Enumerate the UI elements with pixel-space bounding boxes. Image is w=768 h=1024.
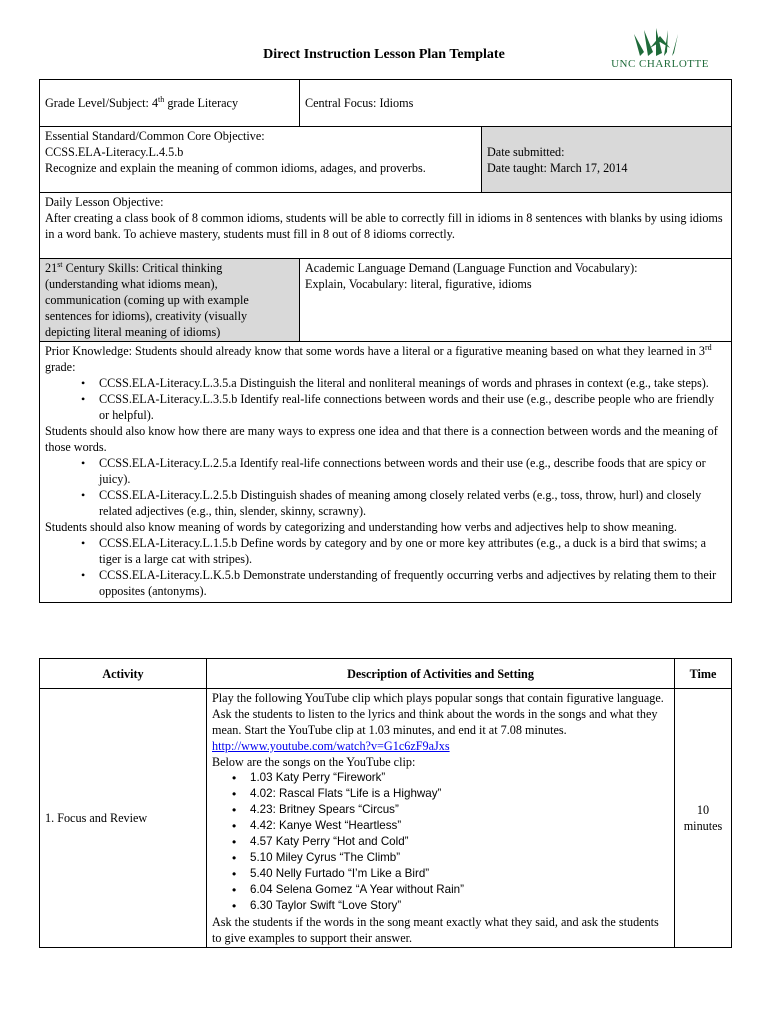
standard-code: CCSS.ELA-Literacy.L.4.5.b xyxy=(45,145,184,159)
table-row xyxy=(40,193,732,259)
list-item: • CCSS.ELA-Literacy.L.K.5.b Demonstrate understanding of frequently occurring verbs and adjectives by relating them to their opposites (antonyms). xyxy=(85,567,726,599)
description-header: Description of Activities and Setting xyxy=(207,659,675,689)
time-header: Time xyxy=(675,659,732,689)
skills-sup: st xyxy=(57,259,63,269)
prior-knowledge-intro-end: grade: xyxy=(45,360,76,374)
date-taught: Date taught: March 17, 2014 xyxy=(487,160,628,175)
table-row xyxy=(40,659,732,689)
skills-prefix: 21 xyxy=(45,261,58,275)
century-skills-cell xyxy=(40,259,300,342)
activity-header: Activity xyxy=(40,659,207,689)
crown-leaf-icon xyxy=(604,26,716,60)
description-cell xyxy=(207,689,675,948)
song-item: • 6.04 Selena Gomez “A Year without Rain” xyxy=(236,882,669,898)
time-cell xyxy=(675,689,732,948)
song-item: • 6.30 Taylor Swift “Love Story” xyxy=(236,898,669,914)
song-item: • 1.03 Katy Perry “Firework” xyxy=(236,770,669,786)
table-row xyxy=(40,689,732,948)
prior-knowledge-intro-text: Prior Knowledge: Students should already know that some words have a literal or a figurative meaning based on what they learned in 3 xyxy=(45,344,705,358)
unc-charlotte-logo xyxy=(604,26,716,74)
daily-objective-label: Daily Lesson Objective: xyxy=(45,195,164,209)
youtube-link[interactable]: http://www.youtube.com/watch?v=G1c6zF9aJxs xyxy=(212,739,450,753)
song-item: • 4.02: Rascal Flats “Life is a Highway” xyxy=(236,786,669,802)
daily-objective-cell xyxy=(40,193,732,259)
logo-text: UNC CHARLOTTE xyxy=(611,58,709,70)
description-intro: Play the following YouTube clip which plays popular songs that contain figurative language. Ask the students to listen to the lyrics and think about the words in the songs and what they mean. Start the YouTube clip at 1.03 minutes, and end it at 7.08 minutes. xyxy=(212,691,664,737)
song-item: • 4.23: Britney Spears “Circus” xyxy=(236,802,669,818)
lesson-info-table xyxy=(39,79,732,603)
song-item: • 4.42: Kanye West “Heartless” xyxy=(236,818,669,834)
list-item: • CCSS.ELA-Literacy.L.2.5.a Identify real-life connections between words and their use (e.g., describe foods that are spicy or juicy). xyxy=(85,455,726,487)
song-item: • 5.10 Miley Cyrus “The Climb” xyxy=(236,850,669,866)
central-focus-text: Central Focus: Idioms xyxy=(305,96,414,110)
prior-knowledge-cell xyxy=(40,342,732,603)
prior-knowledge-mid: Students should also know how there are many ways to express one idea and that there is a connection between words and the meaning of those words. xyxy=(45,424,718,454)
list-item: • CCSS.ELA-Literacy.L.1.5.b Define words by category and by one or more key attributes (e.g., a duck is a bird that swims; a tiger is a large cat with stripes). xyxy=(85,535,726,567)
central-focus-cell xyxy=(300,80,732,127)
academic-language-detail: Explain, Vocabulary: literal, figurative, idioms xyxy=(305,277,532,291)
grade-level-sup: th xyxy=(158,94,165,104)
grade-level-cell xyxy=(40,80,300,127)
song-item: • 4.57 Katy Perry “Hot and Cold” xyxy=(236,834,669,850)
table-row xyxy=(40,342,732,603)
table-row xyxy=(40,259,732,342)
academic-language-cell xyxy=(300,259,732,342)
standard-cell xyxy=(40,127,482,193)
table-row xyxy=(40,127,732,193)
songs-list xyxy=(212,770,669,914)
date-submitted: Date submitted: xyxy=(487,144,565,159)
skills-text: Century Skills: Critical thinking (understanding what idioms mean), communication (coming up with example sentences for idioms), creativity (visually depicting literal meaning of idioms) xyxy=(45,261,249,339)
time-value: 10 xyxy=(696,803,710,817)
activity-cell: 1. Focus and Review xyxy=(40,689,207,948)
song-item: • 5.40 Nelly Furtado “I’m Like a Bird” xyxy=(236,866,669,882)
prior-list-2 xyxy=(45,455,726,519)
songs-label: Below are the songs on the YouTube clip: xyxy=(212,755,416,769)
list-item: • CCSS.ELA-Literacy.L.2.5.b Distinguish shades of meaning among closely related verbs (e.g., toss, throw, hurl) and closely related adjectives (e.g., thin, slender, skinny, scrawny). xyxy=(85,487,726,519)
table-row xyxy=(40,80,732,127)
document-title: Direct Instruction Lesson Plan Template xyxy=(263,47,505,62)
standard-label: Essential Standard/Common Core Objective: xyxy=(45,129,265,143)
prior-knowledge-end: Students should also know meaning of words by categorizing and understanding how verbs and adjectives help to show meaning. xyxy=(45,520,677,534)
activities-table xyxy=(39,658,732,948)
prior-knowledge-intro xyxy=(45,343,726,375)
list-item: • CCSS.ELA-Literacy.L.3.5.b Identify real-life connections between words and their use (e.g., describe people who are friendly or helpful). xyxy=(85,391,726,423)
prior-knowledge-sup: rd xyxy=(704,342,712,352)
prior-list-1 xyxy=(45,375,726,423)
time-unit: minutes xyxy=(683,819,723,833)
date-cell xyxy=(482,127,732,193)
standard-text: Recognize and explain the meaning of common idioms, adages, and proverbs. xyxy=(45,161,426,175)
grade-level-text: Grade Level/Subject: 4 xyxy=(45,96,159,110)
prior-list-3 xyxy=(45,535,726,599)
list-item: • CCSS.ELA-Literacy.L.3.5.a Distinguish the literal and nonliteral meanings of words and phrases in context (e.g., take steps). xyxy=(85,375,726,391)
daily-objective-text: After creating a class book of 8 common idioms, students will be able to correctly fill in idioms in 8 sentences with blanks by using idioms in a word bank. To achieve mastery, students must fill in 8 out of 8 idioms correctly. xyxy=(45,211,723,241)
description-outro: Ask the students if the words in the song meant exactly what they said, and ask the students to give examples to support their answer. xyxy=(212,915,659,945)
grade-level-suffix: grade Literacy xyxy=(164,96,239,110)
academic-language-label: Academic Language Demand (Language Function and Vocabulary): xyxy=(305,261,638,275)
